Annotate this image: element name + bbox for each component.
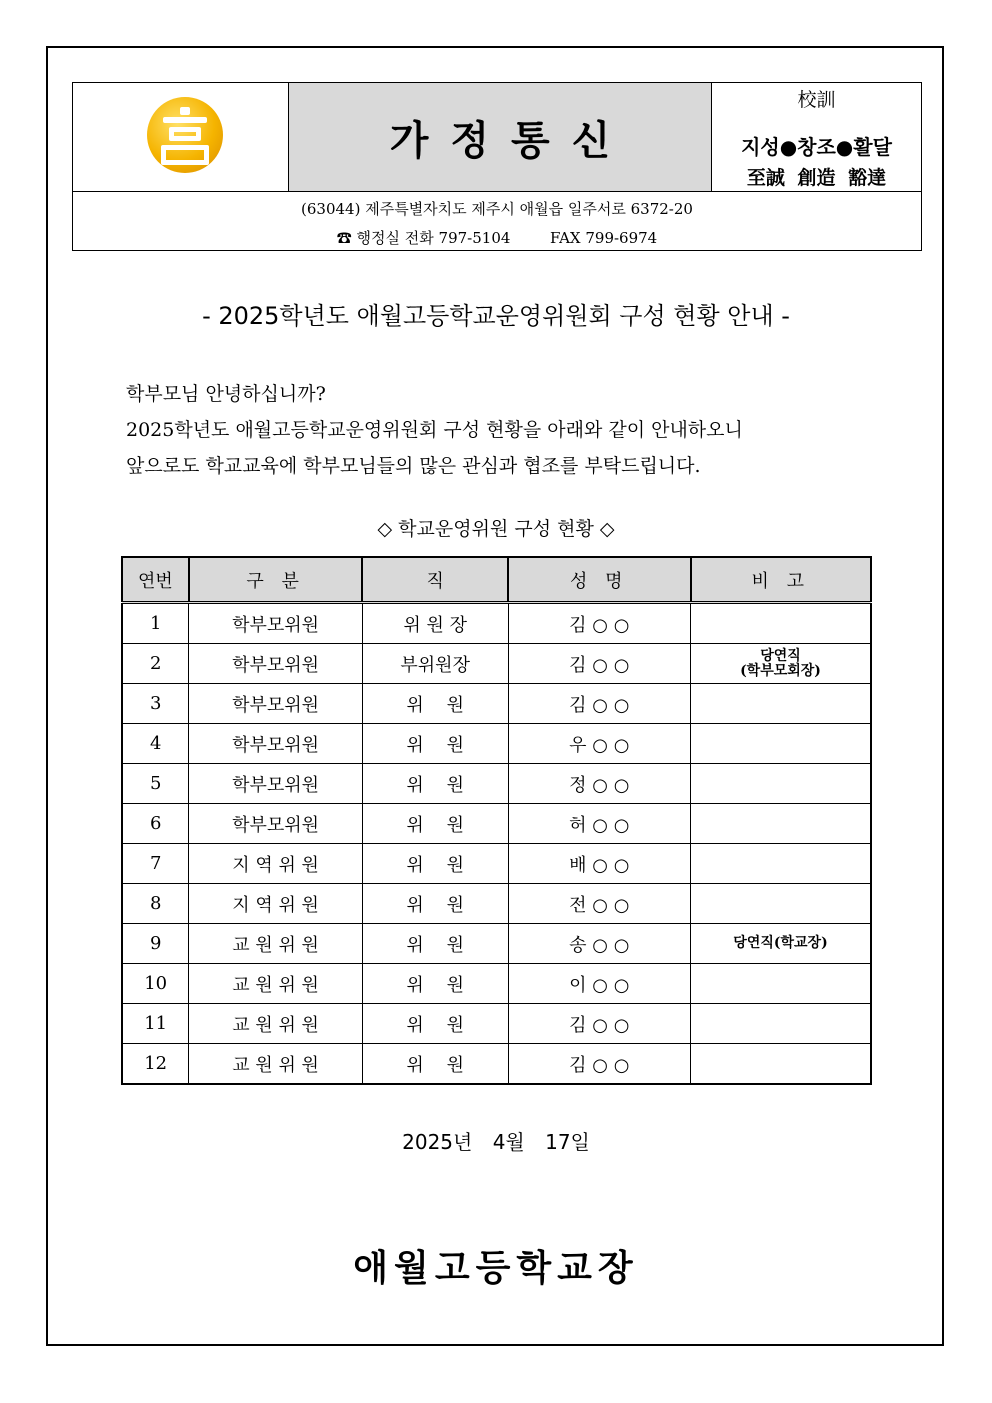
- header-position: 직: [362, 557, 508, 603]
- cell-name: 이 ○ ○: [508, 964, 690, 1004]
- cell-no: 2: [122, 644, 189, 684]
- cell-name: 우 ○ ○: [508, 724, 690, 764]
- cell-position: 위 원: [362, 684, 508, 724]
- document-title: 가정통신: [389, 116, 633, 164]
- header-note: 비 고: [691, 557, 871, 603]
- cell-position: 위 원: [362, 964, 508, 1004]
- table-row: [122, 844, 871, 884]
- table-row: [122, 603, 871, 644]
- cell-name: 김 ○ ○: [508, 1004, 690, 1044]
- body-line-1: 학부모님 안녕하십니까?: [126, 383, 326, 405]
- cell-no: 10: [122, 964, 189, 1004]
- cell-category: 교 원 위 원: [189, 1004, 362, 1044]
- table-row: [122, 1004, 871, 1044]
- cell-no: 9: [122, 924, 189, 964]
- motto-cell: [712, 83, 921, 191]
- header-no: 연번: [122, 557, 189, 603]
- cell-category: 지 역 위 원: [189, 884, 362, 924]
- cell-position: 위 원: [362, 1004, 508, 1044]
- table-row: [122, 644, 871, 684]
- cell-position: 위 원: [362, 1044, 508, 1085]
- cell-position: 위 원: [362, 844, 508, 884]
- cell-name: 김 ○ ○: [508, 684, 690, 724]
- table-row: [122, 764, 871, 804]
- cell-name: 배 ○ ○: [508, 844, 690, 884]
- cell-position: 위 원: [362, 764, 508, 804]
- cell-no: 5: [122, 764, 189, 804]
- cell-note: 당연직(학교장): [691, 924, 871, 964]
- cell-no: 11: [122, 1004, 189, 1044]
- cell-name: 김 ○ ○: [508, 644, 690, 684]
- cell-name: 전 ○ ○: [508, 884, 690, 924]
- fax-number: FAX 799-6974: [549, 229, 658, 247]
- cell-position: 위 원: [362, 884, 508, 924]
- table-row: [122, 684, 871, 724]
- cell-note: [691, 684, 871, 724]
- cell-position: 위 원: [362, 924, 508, 964]
- cell-category: 학부모위원: [189, 684, 362, 724]
- cell-no: 1: [122, 603, 189, 644]
- cell-note: [691, 964, 871, 1004]
- committee-table: [121, 556, 872, 1085]
- cell-category: 교 원 위 원: [189, 964, 362, 1004]
- cell-no: 12: [122, 1044, 189, 1085]
- header-category: 구 분: [189, 557, 362, 603]
- cell-category: 학부모위원: [189, 724, 362, 764]
- notice-title: - 2025학년도 애월고등학교운영위원회 구성 현황 안내 -: [202, 302, 790, 330]
- cell-category: 학부모위원: [189, 804, 362, 844]
- cell-name: 정 ○ ○: [508, 764, 690, 804]
- body-line-2: 2025학년도 애월고등학교운영위원회 구성 현황을 아래와 같이 안내하오니: [126, 419, 743, 441]
- title-cell: [289, 83, 712, 191]
- cell-note: [691, 804, 871, 844]
- notice-body: [126, 376, 743, 484]
- table-body: [122, 603, 871, 1085]
- table-row: [122, 884, 871, 924]
- cell-no: 7: [122, 844, 189, 884]
- address-row: [73, 191, 921, 250]
- cell-category: 학부모위원: [189, 764, 362, 804]
- logo-cell: [73, 83, 289, 191]
- cell-name: 허 ○ ○: [508, 804, 690, 844]
- header-name: 성 명: [508, 557, 690, 603]
- letterhead: [72, 82, 922, 251]
- cell-no: 3: [122, 684, 189, 724]
- table-row: [122, 724, 871, 764]
- table-caption: ◇ 학교운영위원 구성 현황 ◇: [377, 518, 615, 540]
- cell-no: 8: [122, 884, 189, 924]
- motto-korean: 지성●창조●활달: [741, 135, 892, 159]
- cell-position: 부위원장: [362, 644, 508, 684]
- school-logo-icon: [147, 97, 223, 173]
- phone-number: 행정실 전화 797-5104: [356, 229, 511, 247]
- table-row: [122, 804, 871, 844]
- cell-note: [691, 764, 871, 804]
- cell-position: 위 원 장: [362, 603, 508, 644]
- cell-note: [691, 1004, 871, 1044]
- cell-note: [691, 844, 871, 884]
- table-row: [122, 1044, 871, 1085]
- cell-category: 학부모위원: [189, 644, 362, 684]
- cell-name: 김 ○ ○: [508, 1044, 690, 1085]
- contact-line: [73, 227, 921, 248]
- cell-note: [691, 603, 871, 644]
- cell-name: 송 ○ ○: [508, 924, 690, 964]
- cell-position: 위 원: [362, 804, 508, 844]
- table-row: [122, 964, 871, 1004]
- cell-no: 6: [122, 804, 189, 844]
- cell-no: 4: [122, 724, 189, 764]
- motto-hanja: 至誠 創造 豁達: [746, 167, 887, 189]
- phone-icon: ☎: [336, 229, 352, 247]
- issue-date: 2025년 4월 17일: [402, 1130, 590, 1154]
- table-header-row: [122, 557, 871, 603]
- cell-note: [691, 884, 871, 924]
- body-line-3: 앞으로도 학교교육에 학부모님들의 많은 관심과 협조를 부탁드립니다.: [126, 455, 701, 477]
- cell-name: 김 ○ ○: [508, 603, 690, 644]
- cell-position: 위 원: [362, 724, 508, 764]
- cell-note: [691, 1044, 871, 1085]
- cell-category: 교 원 위 원: [189, 1044, 362, 1085]
- school-address: (63044) 제주특별자치도 제주시 애월읍 일주서로 6372-20: [301, 200, 693, 218]
- cell-note: [691, 724, 871, 764]
- cell-category: 교 원 위 원: [189, 924, 362, 964]
- table-row: [122, 924, 871, 964]
- cell-note: 당연직 (학부모회장): [691, 644, 871, 684]
- principal-signature: 애월고등학교장: [353, 1247, 639, 1289]
- cell-category: 지 역 위 원: [189, 844, 362, 884]
- motto-label: 校訓: [797, 89, 836, 111]
- cell-category: 학부모위원: [189, 603, 362, 644]
